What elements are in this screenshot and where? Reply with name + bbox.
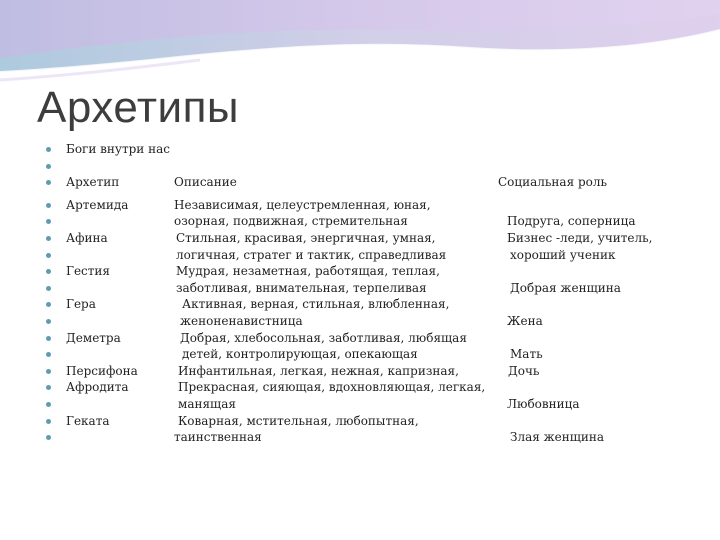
archetype-description: манящая bbox=[178, 397, 236, 411]
list-item bbox=[0, 363, 720, 380]
archetype-description: Независимая, целеустремленная, юная, bbox=[174, 197, 431, 212]
bullet-dot-icon bbox=[46, 203, 51, 208]
archetype-name: Афродита bbox=[66, 380, 129, 395]
bullet-dot-icon bbox=[46, 319, 51, 324]
list-item bbox=[0, 346, 720, 363]
bullet-dot-icon bbox=[46, 269, 51, 274]
archetype-name: Геката bbox=[66, 413, 110, 428]
archetype-description: озорная, подвижная, стремительная bbox=[174, 214, 408, 229]
archetype-name: Персифона bbox=[66, 363, 138, 378]
list-item bbox=[0, 230, 720, 247]
archetype-name: Гера bbox=[66, 297, 96, 312]
archetype-name: Архетип bbox=[66, 175, 120, 190]
bullet-dot-icon bbox=[46, 253, 51, 258]
subtitle: Боги внутри нас bbox=[66, 142, 170, 156]
archetype-description: женоненавистница bbox=[180, 314, 303, 328]
bullet-dot-icon bbox=[46, 369, 51, 374]
list-item bbox=[0, 213, 720, 230]
archetype-description: Инфантильная, легкая, нежная, капризная, bbox=[178, 363, 459, 378]
list-item bbox=[0, 296, 720, 313]
social-role: хороший ученик bbox=[510, 247, 616, 262]
list-item bbox=[0, 313, 720, 330]
list-item bbox=[0, 330, 720, 347]
archetype-description: Добрая, хлебосольная, заботливая, любящая bbox=[180, 330, 467, 345]
bullet-dot-icon bbox=[46, 419, 51, 424]
archetype-description: Активная, верная, стильная, влюбленная, bbox=[182, 297, 450, 312]
social-role: Мать bbox=[510, 347, 543, 362]
bullet-dot-icon bbox=[46, 219, 51, 224]
social-role: Добрая женщина bbox=[510, 280, 621, 295]
bullet-dot-icon bbox=[46, 302, 51, 307]
list-item bbox=[0, 379, 720, 396]
archetype-name: Гестия bbox=[66, 264, 110, 279]
bullet-dot-icon bbox=[46, 164, 51, 169]
bullet-dot-icon bbox=[46, 352, 51, 357]
list-item bbox=[0, 158, 720, 175]
list-item bbox=[0, 174, 720, 191]
archetype-description: Стильная, красивая, энергичная, умная, bbox=[176, 231, 436, 245]
social-role: Дочь bbox=[508, 363, 540, 378]
bullet-dot-icon bbox=[46, 286, 51, 291]
archetype-description: Описание bbox=[174, 175, 237, 190]
bullet-dot-icon bbox=[46, 402, 51, 407]
bullet-dot-icon bbox=[46, 147, 51, 152]
bullet-dot-icon bbox=[46, 236, 51, 241]
archetype-description: Коварная, мстительная, любопытная, bbox=[178, 413, 419, 428]
archetype-name: Артемида bbox=[66, 197, 129, 212]
archetype-description: Прекрасная, сияющая, вдохновляющая, легкая, bbox=[178, 380, 486, 395]
list-item bbox=[0, 396, 720, 413]
bullet-dot-icon bbox=[46, 180, 51, 185]
social-role: Подруга, соперница bbox=[507, 214, 636, 229]
slide-title: Архетипы bbox=[37, 83, 240, 132]
social-role: Любовница bbox=[507, 397, 580, 411]
archetype-description: логичная, стратег и тактик, справедливая bbox=[176, 247, 447, 262]
list-item bbox=[0, 280, 720, 297]
social-role: Жена bbox=[507, 314, 543, 328]
archetype-description: детей, контролирующая, опекающая bbox=[182, 347, 418, 362]
social-role: Злая женщина bbox=[510, 430, 605, 445]
list-item bbox=[0, 429, 720, 446]
archetype-description: таинственная bbox=[174, 430, 262, 445]
bullet-dot-icon bbox=[46, 336, 51, 341]
list-item bbox=[0, 247, 720, 264]
list-item bbox=[0, 197, 720, 214]
social-role: Социальная роль bbox=[498, 175, 608, 190]
archetype-name: Афина bbox=[66, 231, 108, 245]
archetype-description: Мудрая, незаметная, работящая, теплая, bbox=[176, 264, 440, 279]
list-item bbox=[0, 413, 720, 430]
bullet-dot-icon bbox=[46, 385, 51, 390]
archetype-description: заботливая, внимательная, терпеливая bbox=[176, 280, 427, 295]
bullet-dot-icon bbox=[46, 435, 51, 440]
list-item bbox=[0, 263, 720, 280]
social-role: Бизнес -леди, учитель, bbox=[507, 231, 653, 245]
archetype-name: Деметра bbox=[66, 330, 121, 345]
list-item bbox=[0, 141, 720, 158]
